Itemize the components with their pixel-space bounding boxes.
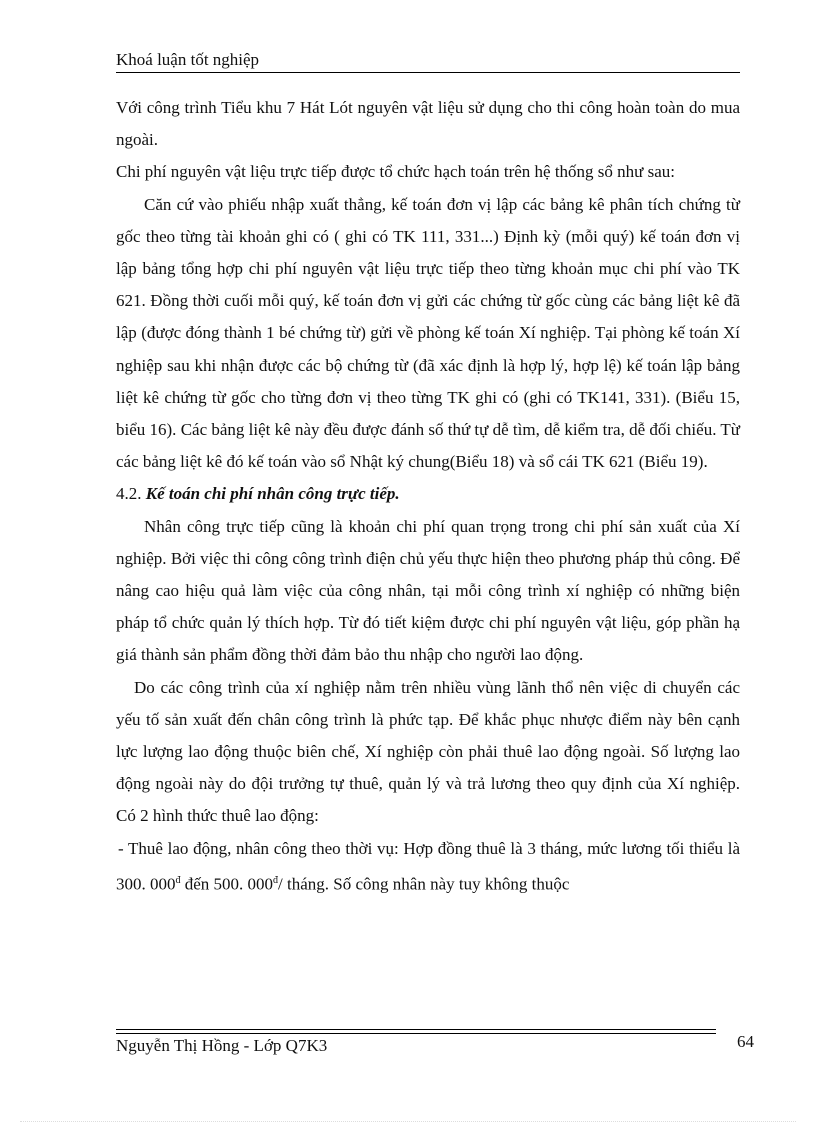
paragraph-3: Căn cứ vào phiếu nhập xuất thẳng, kế toán đơn vị lập các bảng kê phân tích chứng từ gốc theo từng tài khoản ghi có ( ghi có TK 111, 331...) Định kỳ (mỗi quý) kế toán đơn vị lập bảng tổng hợp chi phí nguyên vật liệu trực tiếp theo từng khoản mục chi phí vào TK 621. Đồng thời cuối mỗi quý, kế toán đơn vị gửi các chứng từ gốc cùng các bảng liệt kê đã lập (được đóng thành 1 bé chứng từ) gửi về phòng kế toán Xí nghiệp. Tại phòng kế toán Xí nghiệp sau khi nhận được các bộ chứng từ (đã xác định là hợp lý, hợp lệ) kế toán lập bảng liệt kê chứng từ gốc cho từng đơn vị theo từng TK ghi có (ghi có TK141, 331). (Biểu 15, biểu 16). Các bảng liệt kê này đều được đánh số thứ tự dễ tìm, dễ kiểm tra, dễ đối chiếu. Từ các bảng liệt kê đó kế toán vào sổ Nhật ký chung(Biểu 18) và sổ cái TK 621 (Biểu 19). (116, 194, 740, 472)
section-number: 4.2. (116, 484, 142, 504)
section-title: Kế toán chi phí nhân công trực tiếp. (145, 484, 400, 504)
page-header (116, 50, 740, 73)
currency-superscript: đ (273, 874, 279, 886)
footer-author: Nguyễn Thị Hồng - Lớp Q7K3 (116, 1036, 328, 1055)
paragraph-5: Do các công trình của xí nghiệp nằm trên nhiều vùng lãnh thổ nên việc di chuyển các yếu tố sản xuất đến chân công trình là phức tạp. Để khắc phục nhược điểm này bên cạnh lực lượng lao động thuộc biên chế, Xí nghiệp còn phải thuê lao động ngoài. Số lượng lao động ngoài này do đội trưởng tự thuê, quản lý và trả lương theo quy định của Xí nghiệp. Có 2 hình thức thuê lao động: (116, 677, 740, 826)
currency-superscript: đ (175, 874, 181, 886)
paragraph-6-part-b: đến 500. 000 (180, 874, 274, 894)
paragraph-2: Chi phí nguyên vật liệu trực tiếp được tổ chức hạch toán trên hệ thống sổ như sau: (116, 162, 676, 182)
page-edge (20, 1121, 796, 1122)
section-heading (116, 478, 740, 510)
paragraph-4: Nhân công trực tiếp cũng là khoản chi phí quan trọng trong chi phí sản xuất của Xí nghiệp. Bởi việc thi công công trình điện chủ yếu thực hiện theo phương pháp thủ công. Để nâng cao hiệu quả làm việc của công nhân, tại mỗi công trình xí nghiệp có những biện pháp tổ chức quản lý thích hợp. Từ đó tiết kiệm được chi phí nguyên vật liệu, góp phần hạ giá thành sản phẩm đồng thời đảm bảo thu nhập cho người lao động. (116, 516, 740, 665)
footer-rule (116, 1029, 716, 1030)
footer-rule (116, 1033, 716, 1034)
paragraph-6 (116, 833, 740, 901)
paragraph-6-part-a: - Thuê lao động, nhân công theo thời vụ: Hợp đồng thuê là 3 tháng, mức lương tối thiểu là 300. 000 (116, 838, 740, 894)
paragraph-1: Với công trình Tiểu khu 7 Hát Lót nguyên vật liệu sử dụng cho thi công hoàn toàn do mua ngoài. (116, 98, 740, 150)
header-title: Khoá luận tốt nghiệp (116, 50, 260, 69)
page-number: 64 (737, 1032, 754, 1051)
paragraph-6-part-c: / tháng. Số công nhân này tuy không thuộc (278, 874, 570, 894)
document-body (116, 92, 740, 901)
